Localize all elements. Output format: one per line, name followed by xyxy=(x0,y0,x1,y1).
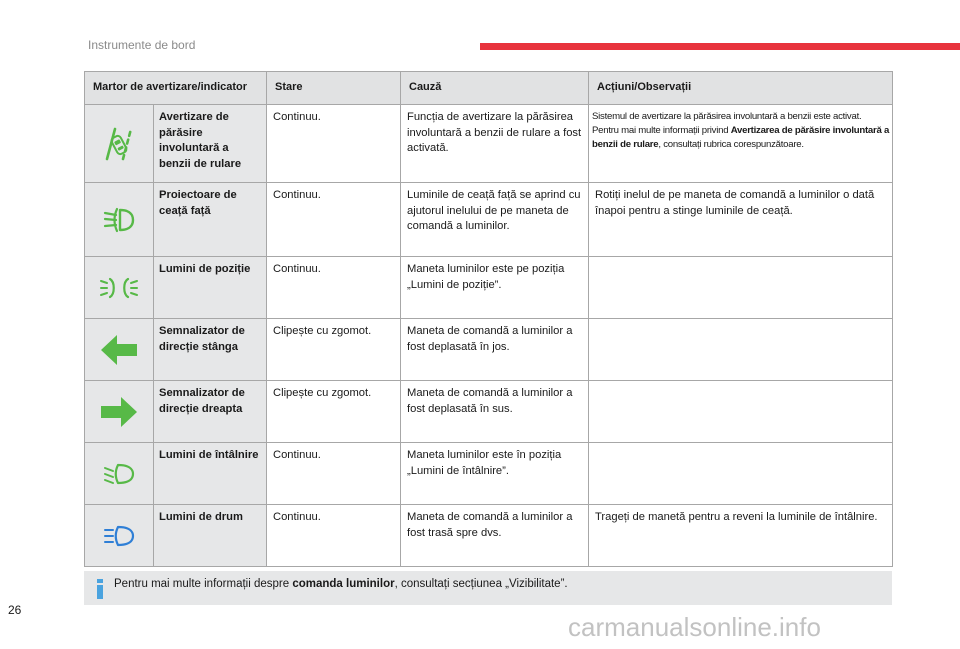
table-row xyxy=(85,183,893,257)
actions-cell: Rotiți inelul de pe maneta de comandă a luminilor o dată înapoi pentru a stinge luminile de ceață. xyxy=(589,183,893,257)
state-cell: Clipește cu zgomot. xyxy=(267,319,401,381)
note-text-bold: comanda luminilor xyxy=(292,578,395,590)
note-text-before: Pentru mai multe informații despre xyxy=(114,578,293,590)
note-text-after: , consultați secțiunea „Vizibilitate”. xyxy=(394,578,568,590)
section-title: Instrumente de bord xyxy=(88,38,196,52)
actions-text: Sistemul de avertizare la părăsirea involuntară a benzii este activat. xyxy=(592,111,862,122)
state-cell: Continuu. xyxy=(267,443,401,505)
lane-departure-icon xyxy=(104,127,134,161)
table-row xyxy=(85,319,893,381)
indicator-name: Lumini de poziție xyxy=(154,257,267,319)
cause-cell: Maneta luminilor este pe poziția „Lumini de poziție”. xyxy=(401,257,589,319)
actions-text-3: , consultați rubrica corespunzătoare. xyxy=(658,138,804,150)
actions-link-text: Avertizarea de părăsire involuntară a benzii de rulare xyxy=(592,124,890,150)
info-note-text xyxy=(114,578,568,590)
icon-cell xyxy=(85,443,154,505)
cause-cell: Maneta de comandă a luminilor a fost trasă spre dvs. xyxy=(401,505,589,567)
table-row xyxy=(85,105,893,183)
actions-cell xyxy=(589,105,893,183)
actions-cell: Trageți de manetă pentru a reveni la luminile de întâlnire. xyxy=(589,505,893,567)
table-row xyxy=(85,505,893,567)
column-header-state: Stare xyxy=(267,72,401,105)
cause-cell: Funcția de avertizare la părăsirea involuntară a benzii de rulare a fost activată. xyxy=(401,105,589,183)
column-header-actions: Acțiuni/Observații xyxy=(589,72,893,105)
state-cell: Continuu. xyxy=(267,257,401,319)
actions-cell xyxy=(589,257,893,319)
icon-cell xyxy=(85,319,154,381)
table-row xyxy=(85,257,893,319)
cause-cell: Maneta de comandă a luminilor a fost deplasată în sus. xyxy=(401,381,589,443)
indicator-name: Lumini de drum xyxy=(154,505,267,567)
header-accent-bar xyxy=(480,43,960,50)
icon-cell xyxy=(85,105,154,183)
indicator-name: Avertizare de părăsire involuntară a benzii de rulare xyxy=(154,105,267,183)
icon-cell xyxy=(85,381,154,443)
table-row xyxy=(85,381,893,443)
left-turn-signal-icon xyxy=(99,334,139,366)
watermark: carmanualsonline.info xyxy=(568,612,821,642)
info-icon xyxy=(94,579,106,599)
state-cell: Clipește cu zgomot. xyxy=(267,381,401,443)
actions-text-2: Pentru mai multe informații privind xyxy=(592,124,731,136)
dipped-beam-icon xyxy=(102,462,136,486)
page-number: 26 xyxy=(8,603,22,617)
cause-cell: Luminile de ceață față se aprind cu ajutorul inelului de pe maneta de comandă a luminilor. xyxy=(401,183,589,257)
indicator-name: Semnalizator de direcție stânga xyxy=(154,319,267,381)
info-note xyxy=(84,571,892,605)
warning-lights-table xyxy=(84,71,893,567)
cause-cell: Maneta luminilor este în poziția „Lumini de întâlnire”. xyxy=(401,443,589,505)
actions-cell xyxy=(589,443,893,505)
indicator-name: Lumini de întâlnire xyxy=(154,443,267,505)
state-cell: Continuu. xyxy=(267,183,401,257)
state-cell: Continuu. xyxy=(267,505,401,567)
column-header-cause: Cauză xyxy=(401,72,589,105)
indicator-name: Proiectoare de ceață față xyxy=(154,183,267,257)
table-row xyxy=(85,443,893,505)
icon-cell xyxy=(85,257,154,319)
front-fog-lamp-icon xyxy=(102,207,136,233)
icon-cell xyxy=(85,505,154,567)
actions-cell xyxy=(589,319,893,381)
actions-cell xyxy=(589,381,893,443)
table-header-row xyxy=(85,72,893,105)
state-cell: Continuu. xyxy=(267,105,401,183)
main-beam-icon xyxy=(102,524,136,548)
indicator-name: Semnalizator de direcție dreapta xyxy=(154,381,267,443)
cause-cell: Maneta de comandă a luminilor a fost deplasată în jos. xyxy=(401,319,589,381)
column-header-indicator: Martor de avertizare/indicator xyxy=(85,72,267,105)
right-turn-signal-icon xyxy=(99,396,139,428)
position-lights-icon xyxy=(99,276,139,300)
icon-cell xyxy=(85,183,154,257)
